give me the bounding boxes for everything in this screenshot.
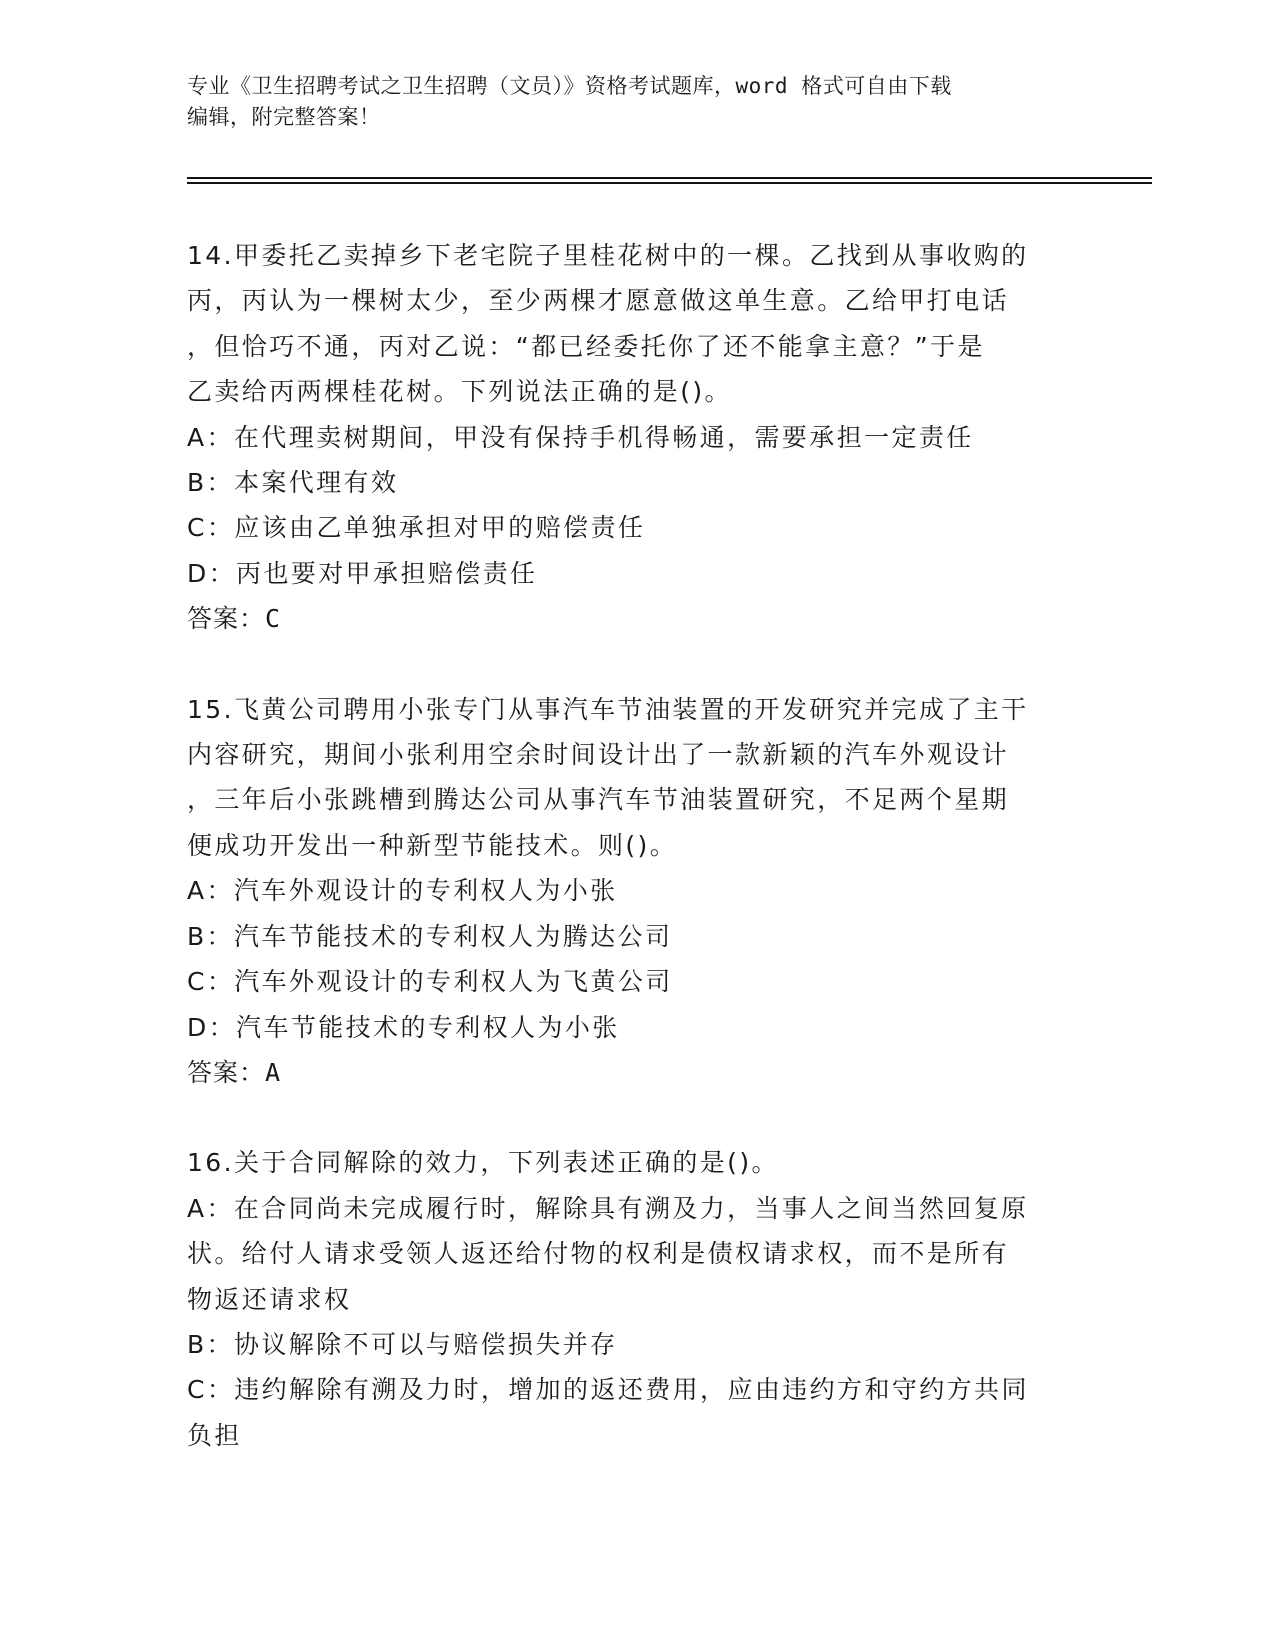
question-stem-line: 内容研究，期间小张利用空余时间设计出了一款新颖的汽车外观设计 [187, 740, 1010, 770]
option-c [187, 1367, 1087, 1458]
option-b: B：本案代理有效 [187, 468, 399, 498]
question-stem-line: ，三年后小张跳槽到腾达公司从事汽车节油装置研究，不足两个星期 [187, 785, 1010, 815]
question-stem-line: 丙，丙认为一棵树太少，至少两棵才愿意做这单生意。乙给甲打电话 [187, 286, 1010, 316]
answer-label: 答案： [187, 1057, 266, 1087]
question-stem [187, 233, 1087, 415]
option-line: 负担 [187, 1420, 242, 1450]
header-line-2: 编辑，附完整答案！ [187, 105, 381, 129]
header-divider-top [187, 177, 1152, 179]
answer-label: 答案： [187, 604, 266, 634]
question-16 [187, 1140, 1087, 1458]
question-stem-line: 15.飞黄公司聘用小张专门从事汽车节油装置的开发研究并完成了主干 [187, 694, 1029, 724]
answer-line [187, 596, 1087, 641]
option-b: B：协议解除不可以与赔偿损失并存 [187, 1329, 618, 1359]
question-15 [187, 687, 1087, 1096]
option-line: 状。给付人请求受领人返还给付物的权利是债权请求权，而不是所有 [187, 1239, 1010, 1269]
header-line-1: 专业《卫生招聘考试之卫生招聘（文员）》资格考试题库，word 格式可自由下载 [187, 74, 952, 98]
answer-value: A [265, 1057, 282, 1087]
option-b: B：汽车节能技术的专利权人为腾达公司 [187, 921, 673, 951]
header-divider-bottom [187, 182, 1152, 184]
question-stem-line: 16.关于合同解除的效力，下列表述正确的是()。 [187, 1148, 779, 1178]
question-stem [187, 1140, 1087, 1185]
question-stem [187, 687, 1087, 869]
option-line: A：在合同尚未完成履行时，解除具有溯及力，当事人之间当然回复原 [187, 1193, 1029, 1223]
option-line: C：违约解除有溯及力时，增加的返还费用，应由违约方和守约方共同 [187, 1375, 1029, 1405]
option-d: D：丙也要对甲承担赔偿责任 [187, 558, 538, 588]
option-a [187, 1186, 1087, 1322]
option-line: 物返还请求权 [187, 1284, 352, 1314]
question-stem-line: ，但恰巧不通，丙对乙说：“都已经委托你了还不能拿主意？”于是 [187, 331, 985, 361]
answer-value: C [265, 604, 282, 634]
option-a: A：汽车外观设计的专利权人为小张 [187, 876, 618, 906]
question-list [187, 233, 1087, 1503]
question-14 [187, 233, 1087, 642]
question-stem-line: 乙卖给丙两棵桂花树。下列说法正确的是()。 [187, 377, 732, 407]
document-header [187, 71, 1067, 133]
answer-line [187, 1050, 1087, 1095]
question-stem-line: 便成功开发出一种新型节能技术。则()。 [187, 830, 678, 860]
question-stem-line: 14.甲委托乙卖掉乡下老宅院子里桂花树中的一棵。乙找到从事收购的 [187, 241, 1029, 270]
option-d: D：汽车节能技术的专利权人为小张 [187, 1012, 620, 1042]
option-c: C：汽车外观设计的专利权人为飞黄公司 [187, 967, 673, 997]
option-a: A：在代理卖树期间，甲没有保持手机得畅通，需要承担一定责任 [187, 422, 974, 452]
option-c: C：应该由乙单独承担对甲的赔偿责任 [187, 513, 646, 543]
